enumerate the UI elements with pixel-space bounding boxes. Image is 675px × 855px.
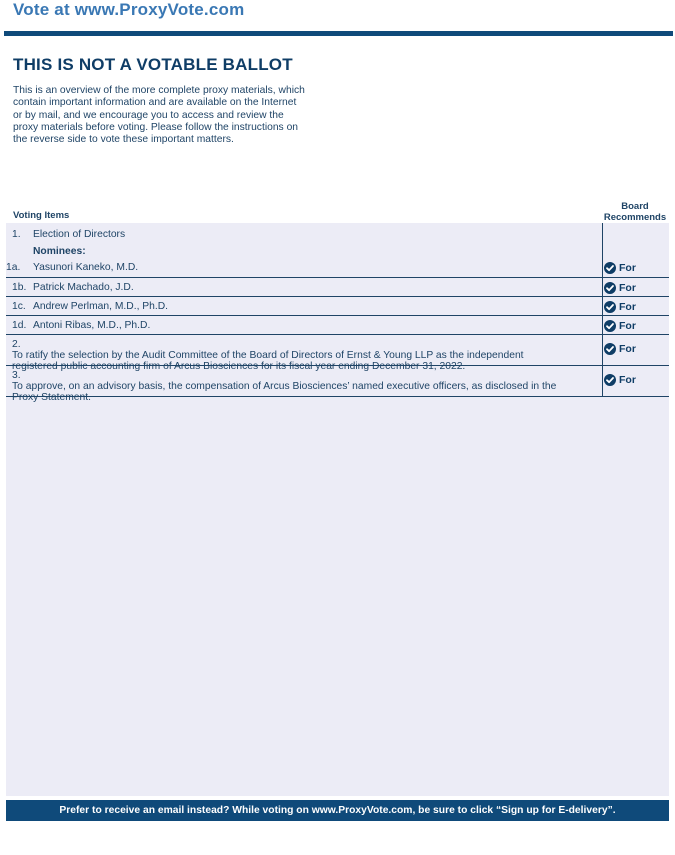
item-number: 2. [12,339,21,350]
voting-items-header: Voting Items [13,210,70,221]
proposal-3 [12,370,599,403]
table-row [6,366,669,403]
proxyvote-link[interactable]: Vote at www.ProxyVote.com [13,0,245,19]
recommendation-label: For [619,343,636,355]
item-number: 1. [12,229,21,240]
recommendation [604,320,669,332]
item-number: 1d. [12,320,27,331]
board-header-line2: Recommends [603,212,667,223]
item-text [12,381,582,403]
nominee-1b [12,282,599,293]
item-election [12,229,599,240]
nominee-1c [12,301,599,312]
table-row [6,297,669,316]
item-text: Andrew Perlman, M.D., Ph.D. [33,301,169,312]
intro-line: or by mail, and we encourage you to access and review the [13,109,284,121]
table-row [6,335,669,372]
recommendation [604,262,669,274]
check-circle-icon [604,374,616,386]
intro-line: This is an overview of the more complete proxy materials, which [13,85,305,96]
check-circle-icon [604,282,616,294]
recommendation [604,301,669,313]
check-circle-icon [604,343,616,355]
check-circle-icon [604,320,616,332]
table-row [6,278,669,297]
item-text-line: To approve, on an advisory basis, the compensation of Arcus Biosciences’ named executive officers, as disclosed in the [12,381,557,392]
recommendation-label: For [619,374,636,386]
recommendation-label: For [619,320,636,332]
item-number: 1a. [6,262,21,273]
item-text-line: To ratify the selection by the Audit Committee of the Board of Directors of Ernst & Young LLP as the independent [12,350,524,361]
board-header-line1: Board [621,201,649,212]
recommendation [604,343,669,355]
page-title: THIS IS NOT A VOTABLE BALLOT [13,55,293,74]
recommendation-label: For [619,301,636,313]
item-text: Yasunori Kaneko, M.D. [33,262,139,273]
nominee-1a [6,262,599,273]
item-number: 1b. [12,282,27,293]
item-text-line: Proxy Statement. [12,392,91,403]
intro-paragraph [13,85,333,146]
item-text-line: registered public accounting firm of Arcus Biosciences for its fiscal year ending December 31, 2022. [12,361,466,372]
recommendation-label: For [619,262,636,274]
nominee-1d [12,320,599,331]
recommendation [604,282,669,294]
check-circle-icon [604,301,616,313]
table-row [6,316,669,335]
recommendation-label: For [619,282,636,294]
intro-line: proxy materials before voting. Please follow the instructions on [13,121,299,133]
recommendation [604,374,669,386]
header-rule [4,31,673,36]
footer-banner: Prefer to receive an email instead? While voting on www.ProxyVote.com, be sure to click “Sign up for E-delivery”. [6,800,669,821]
item-number: 3. [12,370,21,381]
item-text: Antoni Ribas, M.D., Ph.D. [33,320,151,331]
item-number: 1c. [12,301,26,312]
nominees-label: Nominees: [33,246,86,257]
item-text: Patrick Machado, J.D. [33,282,134,293]
intro-line: the reverse side to vote these important matters. [13,134,234,146]
intro-line: contain important information and are available on the Internet [13,97,297,109]
table-row [6,223,669,278]
board-recommends-header [600,201,670,223]
item-text: Election of Directors [33,229,126,240]
check-circle-icon [604,262,616,274]
